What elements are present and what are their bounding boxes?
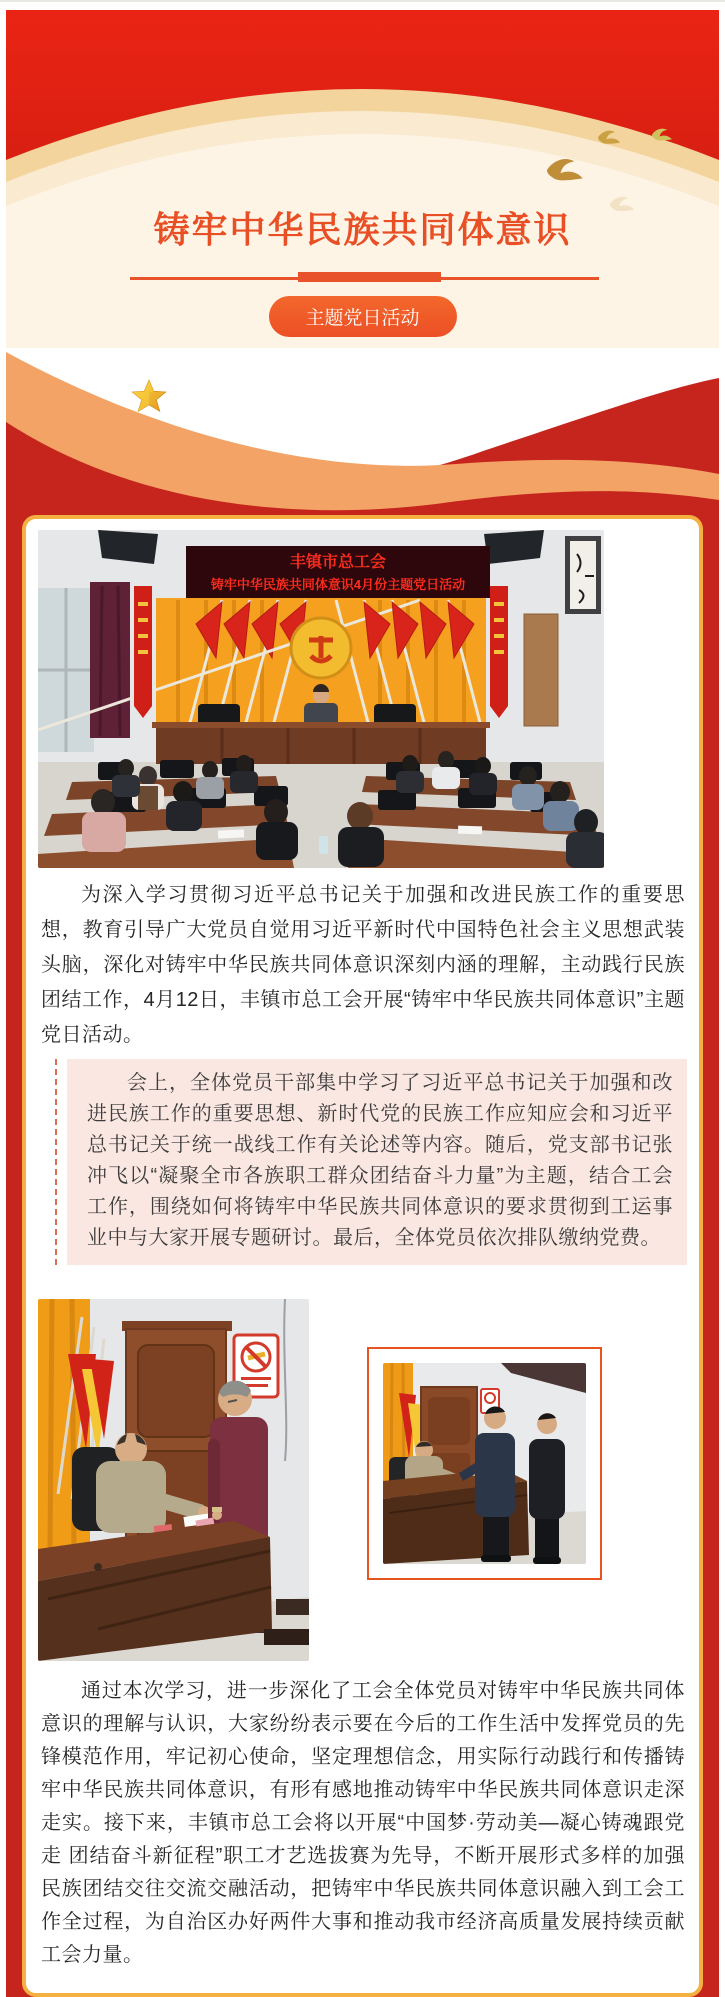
header-banner (6, 10, 719, 348)
fee-payment-photo-left[interactable] (38, 1299, 309, 1661)
article-body-background (6, 515, 719, 1997)
led-sign-line1: 丰镇市总工会 (289, 554, 387, 571)
article-paragraph-1: 为深入学习贯彻习近平总书记关于加强和改进民族工作的重要思想，教育引导广大党员自觉用习近平新时代中国特色社会主义思想武装头脑，深化对铸牢中华民族共同体意识深刻内涵的理解，主动践行民族团结工作，4月12日，丰镇市总工会开展“铸牢中华民族共同体意识”主题党日活动。 (41, 884, 685, 1046)
gold-star-icon (131, 379, 167, 415)
photo-row (38, 1299, 687, 1661)
page-frame (6, 10, 719, 1997)
fee-payment-photo-right-frame (367, 1347, 602, 1580)
quote-block-wrapper (55, 1059, 687, 1265)
meeting-photo[interactable] (38, 530, 604, 868)
article-paragraph-2: 通过本次学习，进一步深化了工会全体党员对铸牢中华民族共同体意识的理解与认识，大家纷纷表示要在今后的工作生活中发挥党员的先锋模范作用，牢记初心使命，坚定理想信念，用实际行动践行和传播铸牢中华民族共同体意识，有形有感地推动铸牢中华民族共同体意识走深走实。接下来，丰镇市总工会将以开展“中国梦·劳动美—凝心铸魂跟党走 团结奋斗新征程”职工才艺选拔赛为先导，不断开展形式多样的加强民族团结交往交流交融活动，把铸牢中华民族共同体意识融入到工会工作全过程，为自治区办好两件大事和推动我市经济高质量发展持续贡献工会力量。 (41, 1680, 685, 1966)
title-divider-block (298, 272, 441, 282)
union-logo (291, 618, 351, 678)
fee-payment-photo-right[interactable] (383, 1363, 586, 1564)
quote-block: 会上，全体党员干部集中学习了习近平总书记关于加强和改进民族工作的重要思想、新时代党的民族工作应知应会和习近平总书记关于统一战线工作有关论述等内容。随后，党支部书记张冲飞以“凝聚全市各族职工群众团结奋斗力量”为主题，结合工会工作，围绕如何将铸牢中华民族共同体意识的要求贯彻到工运事业中与大家开展专题研讨。最后，全体党员依次排队缴纳党费。 (67, 1059, 687, 1265)
article-card (22, 515, 703, 1997)
wave-shapes (6, 348, 719, 515)
led-sign-line2: 铸牢中华民族共同体意识4月份主题党日活动 (210, 577, 466, 592)
wave-decoration (6, 348, 719, 515)
page-title: 铸牢中华民族共同体意识 (153, 209, 572, 250)
event-badge: 主题党日活动 (268, 296, 456, 337)
